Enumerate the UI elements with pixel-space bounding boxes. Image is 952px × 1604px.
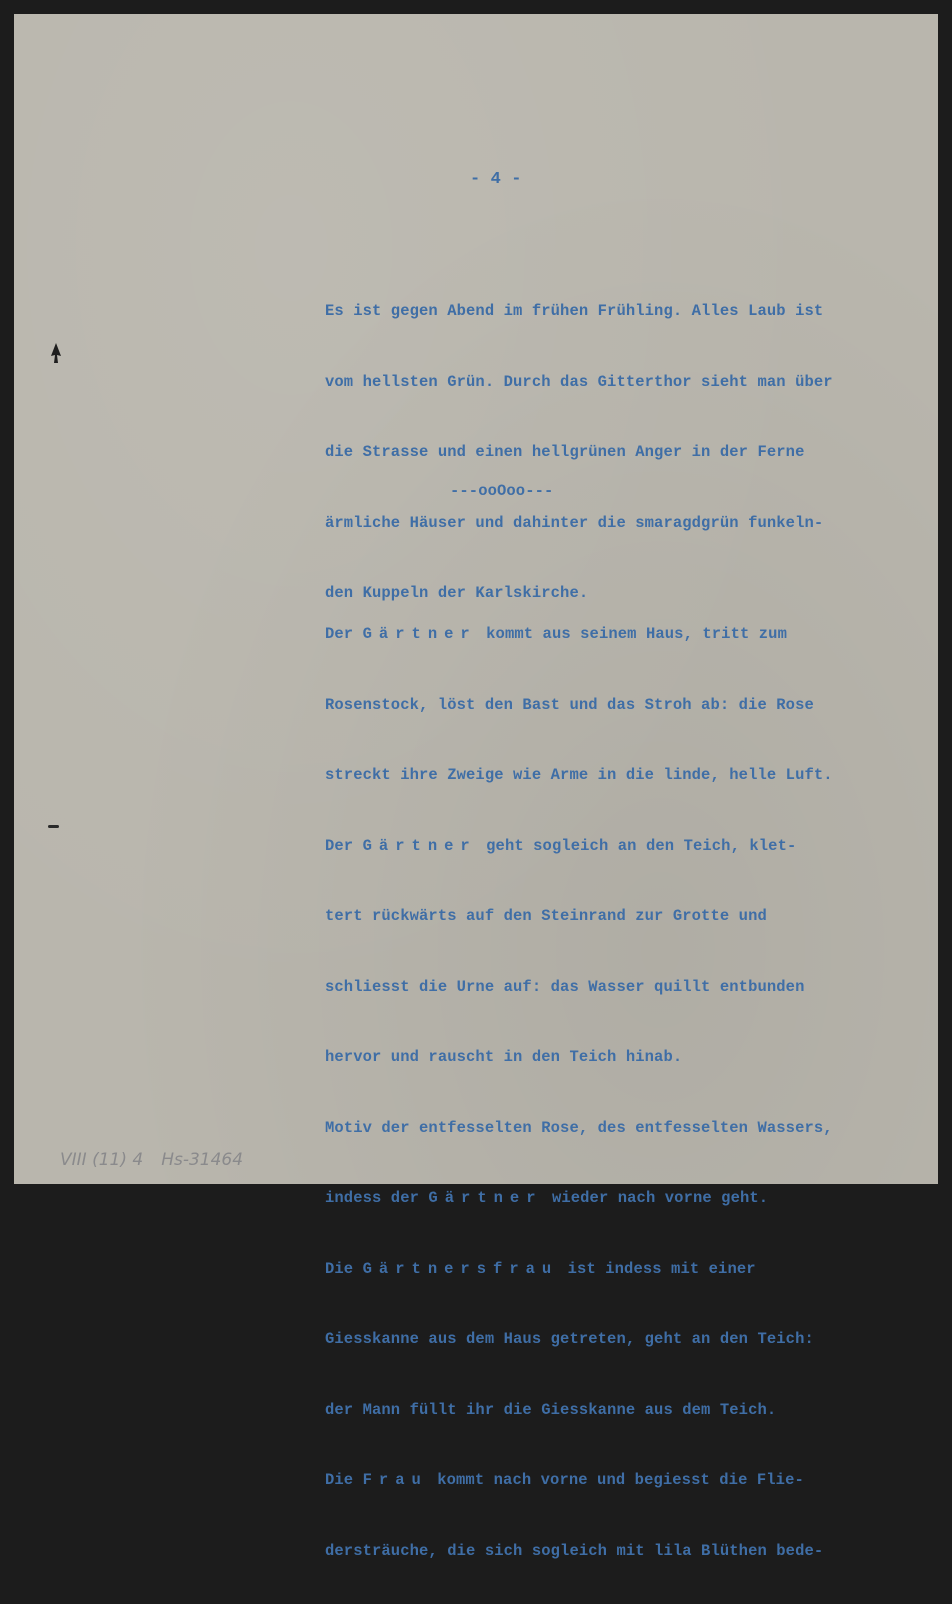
text-line: der Mann füllt ihr die Giesskanne aus dem Teich.: [325, 1400, 777, 1419]
text-line: hervor und rauscht in den Teich hinab.: [325, 1048, 683, 1066]
text-line: Es ist gegen Abend im frühen Frühling. Alles Laub ist: [325, 302, 824, 320]
text-line: den Kuppeln der Karlskirche.: [325, 584, 589, 602]
text-line: die Strasse und einen hellgrünen Anger in der Ferne: [325, 443, 805, 461]
character-name: Gärtner: [428, 1189, 543, 1207]
text-line: Die Gärtnersfrau ist indess mit einer: [325, 1259, 756, 1278]
text-line: dersträuche, die sich sogleich mit lila Blüthen bede-: [325, 1541, 824, 1560]
paper-sheet: [14, 14, 938, 1560]
text-line: indess der Gärtner wieder nach vorne geht.: [325, 1189, 769, 1207]
paragraph-stage-directions: [325, 581, 925, 1604]
text-line: tert rückwärts auf den Steinrand zur Grotte und: [325, 907, 767, 925]
character-name: Frau: [362, 1471, 428, 1489]
text-line: Die Frau kommt nach vorne und begiesst die Flie-: [325, 1471, 804, 1489]
character-name: Gärtner: [362, 625, 477, 643]
text-line: vom hellsten Grün. Durch das Gitterthor sieht man über: [325, 372, 833, 391]
text-line: streckt ihre Zweige wie Arme in die linde, helle Luft.: [325, 766, 833, 784]
character-name: Gärtnersfrau: [362, 1259, 559, 1278]
section-separator: ---ooOoo---: [450, 482, 554, 500]
archive-signature: [60, 1150, 243, 1170]
text-line: Rosenstock, löst den Bast und das Stroh ab: die Rose: [325, 695, 814, 714]
shelf-mark: VIII (11) 4: [60, 1150, 144, 1170]
margin-mark-icon: [50, 342, 62, 364]
page-number: - 4 -: [470, 170, 522, 189]
character-name: Gärtner: [362, 836, 477, 855]
margin-tick-icon: [48, 825, 59, 828]
text-line: Der Gärtner kommt aus seinem Haus, tritt zum: [325, 625, 787, 643]
text-line: ärmliche Häuser und dahinter die smaragdgrün funkeln-: [325, 513, 824, 532]
text-line: Der Gärtner geht sogleich an den Teich, klet-: [325, 836, 797, 855]
text-line: Motiv der entfesselten Rose, des entfesselten Wassers,: [325, 1118, 833, 1137]
text-line: Giesskanne aus dem Haus getreten, geht an den Teich:: [325, 1330, 814, 1348]
text-line: schliesst die Urne auf: das Wasser quillt entbunden: [325, 977, 805, 996]
manuscript-number: Hs-31464: [161, 1150, 244, 1170]
